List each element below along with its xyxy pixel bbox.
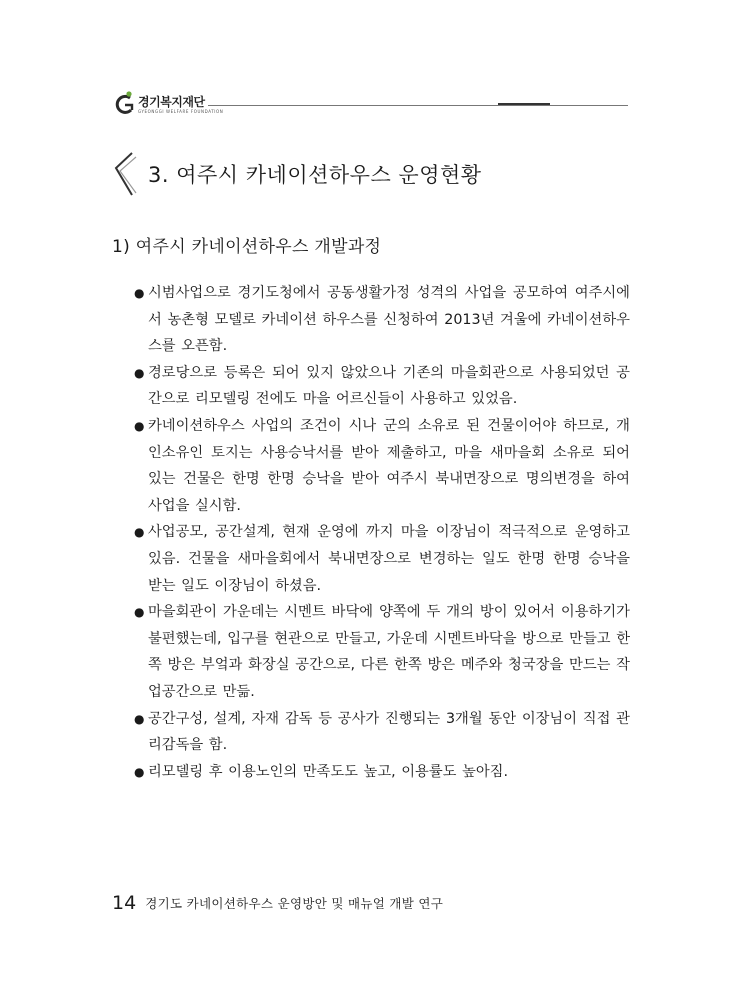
bullet-icon: ● (134, 764, 145, 779)
list-item (134, 360, 630, 413)
heading-bracket-icon (110, 150, 140, 198)
bullet-icon: ● (134, 286, 145, 300)
bullet-icon: ● (134, 525, 145, 540)
foundation-logo-subtext: GYEONGGI WELFARE FOUNDATION (138, 109, 224, 114)
header-divider-accent (498, 103, 550, 105)
subsection-title: 1) 여주시 카네이션하우스 개발과정 (112, 237, 382, 257)
list-item (134, 519, 630, 599)
footer-title: 경기도 카네이션하우스 운영방안 및 매뉴얼 개발 연구 (145, 896, 444, 911)
list-item (134, 413, 630, 519)
bullet-icon: ● (134, 605, 145, 620)
foundation-logo-text: 경기복지재단 (138, 95, 205, 109)
list-item-text: 리모델링 후 이용노인의 만족도도 높고, 이용률도 높아짐. (148, 763, 509, 780)
section-title: 3. 여주시 카네이션하우스 운영현황 (148, 163, 482, 187)
foundation-logo-icon (114, 90, 136, 118)
list-item-text: 시범사업으로 경기도청에서 공동생활가정 성격의 사업을 공모하여 여주시에서 농촌형 모델로 카네이션 하우스를 신청하여 2013년 겨울에 카네이션하우스를 오픈함. (148, 285, 630, 355)
list-item-text: 사업공모, 공간설계, 현재 운영에 까지 마을 이장님이 적극적으로 운영하고 있음. 건물을 새마을회에서 북내면장으로 변경하는 일도 한명 한명 승낙을 받는 일도 이장님이 하셨음. (148, 524, 630, 594)
bullet-icon: ● (134, 711, 145, 726)
section-heading (110, 150, 570, 200)
list-item (134, 706, 630, 759)
list-item (134, 280, 630, 360)
list-item-text: 마을회관이 가운데는 시멘트 바닥에 양쪽에 두 개의 방이 있어서 이용하기가 불편했는데, 입구를 현관으로 만들고, 가운데 시멘트바닥을 방으로 만들고 한쪽 방은 부엌과 화장실 공간으로, 다른 한쪽 방은 메주와 청국장을 만드는 작업공간으로 만듦. (148, 604, 630, 700)
page-footer (112, 892, 443, 914)
list-item (134, 759, 630, 786)
bullet-list (134, 280, 630, 785)
running-header (108, 90, 628, 120)
header-divider (208, 105, 628, 106)
list-item-text: 카네이션하우스 사업의 조건이 시나 군의 소유로 된 건물이어야 하므로, 개인소유인 토지는 사용승낙서를 받아 제출하고, 마을 새마을회 소유로 되어 있는 건물은 한명 한명 승낙을 받아 여주시 북내면장으로 명의변경을 하여 사업을 실시함. (148, 417, 630, 514)
bullet-icon: ● (134, 418, 145, 433)
list-item-text: 경로당으로 등록은 되어 있지 않았으나 기존의 마을회관으로 사용되었던 공간으로 리모델링 전에도 마을 어르신들이 사용하고 있었음. (148, 364, 630, 408)
page-number: 14 (112, 892, 137, 914)
list-item (134, 599, 630, 705)
bullet-icon: ● (134, 365, 145, 380)
list-item-text: 공간구성, 설계, 자재 감독 등 공사가 진행되는 3개월 동안 이장님이 직접 관리감독을 함. (148, 710, 630, 754)
